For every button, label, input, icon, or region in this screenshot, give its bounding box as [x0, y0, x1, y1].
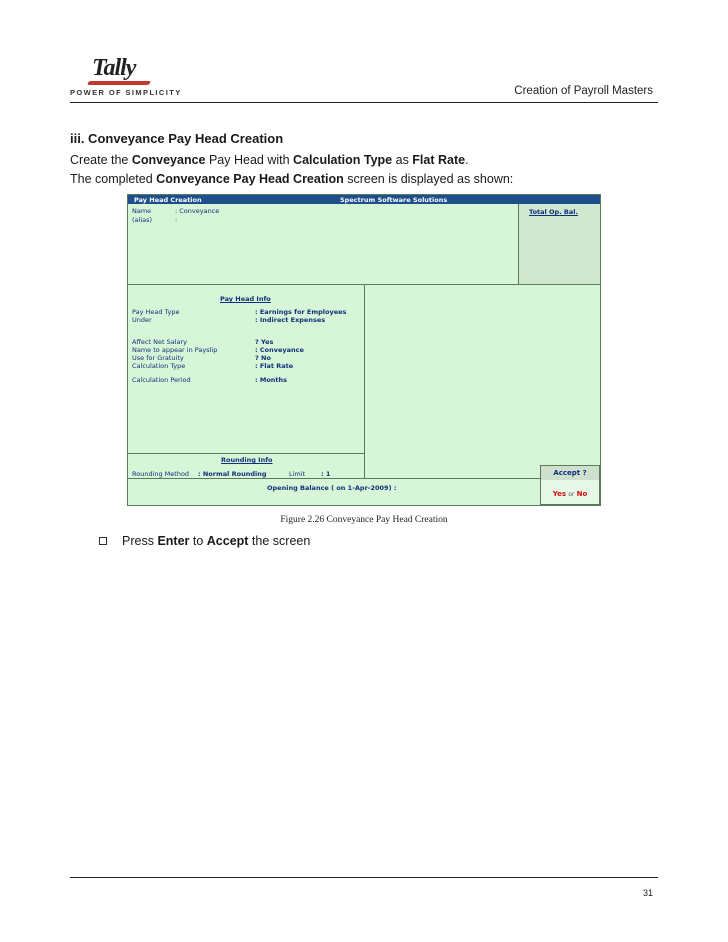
- field-label: Pay Head Type: [132, 308, 180, 316]
- bold-text: Calculation Type: [293, 153, 393, 167]
- or-text: or: [568, 491, 575, 498]
- screen-title: Pay Head Creation: [134, 196, 202, 204]
- field-label: Calculation Period: [132, 376, 191, 384]
- total-op-bal-panel: [518, 204, 600, 285]
- paragraph-2: [70, 172, 513, 186]
- footer-rule: [70, 877, 658, 878]
- field-label: Name to appear in Payslip: [132, 346, 218, 354]
- opening-balance-field[interactable]: Opening Balance ( on 1-Apr-2009) :: [267, 484, 397, 492]
- no-option[interactable]: No: [576, 490, 588, 498]
- alias-field[interactable]: :: [175, 216, 178, 224]
- total-op-bal-label: Total Op. Bal.: [529, 208, 578, 216]
- rounding-method-label: Rounding Method: [132, 470, 190, 478]
- text: The completed: [70, 172, 157, 186]
- field-label: Use for Gratuity: [132, 354, 184, 362]
- header-title: Creation of Payroll Masters: [514, 85, 653, 97]
- text: Pay Head with: [205, 153, 294, 167]
- rounding-info-title: Rounding Info: [221, 456, 273, 464]
- bold-text: Flat Rate: [412, 153, 466, 167]
- figure-caption: Figure 2.26 Conveyance Pay Head Creation: [280, 515, 448, 525]
- calculation-period-field[interactable]: : Months: [255, 376, 288, 384]
- name-label: Name: [132, 207, 152, 215]
- limit-label: Limit: [289, 470, 306, 478]
- pay-head-info-title: Pay Head Info: [220, 295, 271, 303]
- field-label: Under: [132, 316, 152, 324]
- logo-tagline: POWER OF SIMPLICITY: [70, 88, 182, 97]
- bold-text: Accept: [206, 534, 249, 548]
- text: screen is displayed as shown:: [343, 172, 514, 186]
- accept-options: [541, 490, 599, 498]
- paragraph-1: [70, 153, 469, 167]
- instruction-text: [122, 534, 310, 548]
- affect-net-salary-field[interactable]: ? Yes: [255, 338, 274, 346]
- field-label: Affect Net Salary: [132, 338, 188, 346]
- tally-logo: [70, 55, 182, 100]
- bold-text: Conveyance: [131, 153, 206, 167]
- logo-swoosh: [87, 81, 151, 85]
- text: the screen: [248, 534, 311, 548]
- use-for-gratuity-field[interactable]: ? No: [255, 354, 271, 362]
- divider: [128, 453, 364, 454]
- bold-text: Enter: [157, 534, 190, 548]
- field-label: Calculation Type: [132, 362, 186, 370]
- yes-option[interactable]: Yes: [552, 490, 567, 498]
- section-heading: iii. Conveyance Pay Head Creation: [70, 131, 284, 146]
- calculation-type-field[interactable]: : Flat Rate: [255, 362, 294, 370]
- bullet-square-icon: [99, 537, 107, 545]
- under-field[interactable]: : Indirect Expenses: [255, 316, 326, 324]
- divider: [128, 478, 540, 479]
- text: .: [465, 153, 469, 167]
- pay-head-type-field[interactable]: : Earnings for Employees: [255, 308, 347, 316]
- screen-titlebar: [128, 195, 600, 204]
- page-number: 31: [642, 888, 653, 898]
- text: Create the: [70, 153, 132, 167]
- limit-field[interactable]: : 1: [321, 470, 331, 478]
- text: as: [392, 153, 413, 167]
- company-name: Spectrum Software Solutions: [340, 196, 448, 204]
- bold-text: Conveyance Pay Head Creation: [156, 172, 344, 186]
- text: to: [189, 534, 207, 548]
- name-field[interactable]: : Conveyance: [175, 207, 220, 215]
- payslip-name-field[interactable]: : Conveyance: [255, 346, 304, 354]
- tally-screen: [127, 194, 601, 506]
- accept-title: Accept ?: [541, 466, 599, 480]
- text: Press: [122, 534, 158, 548]
- accept-dialog: [540, 465, 600, 505]
- header-rule: [70, 102, 658, 103]
- rounding-method-field[interactable]: : Normal Rounding: [198, 470, 267, 478]
- divider: [364, 284, 365, 478]
- alias-label: (alias): [132, 216, 153, 224]
- logo-mark: Tally: [92, 55, 136, 81]
